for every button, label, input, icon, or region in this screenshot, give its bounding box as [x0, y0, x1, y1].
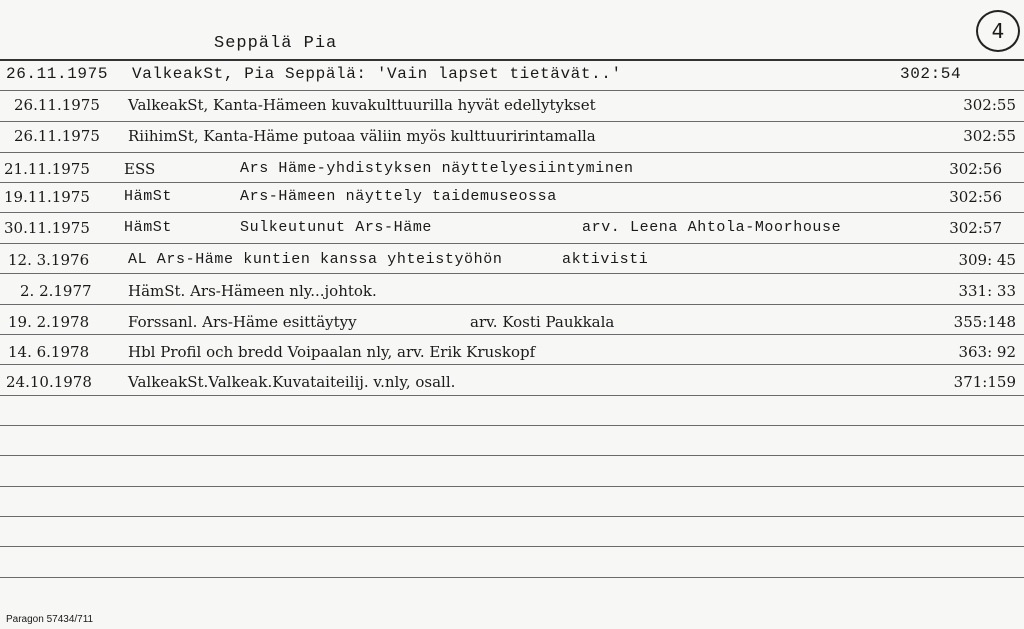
entry-source: HämSt	[124, 219, 173, 236]
ruled-line	[0, 395, 1024, 396]
ruled-line	[0, 304, 1024, 305]
entry-ref: 302:54	[900, 65, 962, 83]
entry-text: AL Ars-Häme kuntien kanssa yhteistyöhön	[128, 251, 503, 268]
card-entry	[0, 373, 1024, 395]
entry-ref: 302:55	[963, 127, 1016, 145]
entry-date: 30.11.1975	[4, 219, 90, 237]
entry-ref: 331: 33	[958, 282, 1016, 300]
card-entry	[0, 251, 1024, 273]
entry-date: 2. 2.1977	[20, 282, 92, 300]
ruled-line	[0, 90, 1024, 91]
entry-date: 26.11.1975	[14, 96, 100, 114]
ruled-line	[0, 546, 1024, 547]
ruled-line	[0, 425, 1024, 426]
entry-text: RiihimSt, Kanta-Häme putoaa väliin myös kulttuuririntamalla	[128, 127, 596, 145]
ruled-line	[0, 486, 1024, 487]
entry-text: HämSt. Ars-Hämeen nly...johtok.	[128, 282, 377, 300]
entry-ref: 363: 92	[958, 343, 1016, 361]
entry-ref: 302:57	[949, 219, 1002, 237]
entry-ref: 302:55	[963, 96, 1016, 114]
ruled-line	[0, 243, 1024, 244]
heading-rule	[0, 59, 1024, 61]
ruled-line	[0, 212, 1024, 213]
entry-note: aktivisti	[562, 251, 649, 268]
card-heading-name: Seppälä Pia	[214, 34, 338, 53]
entry-reviewer: arv. Leena Ahtola-Moorhouse	[582, 219, 842, 236]
entry-date: 19. 2.1978	[8, 313, 90, 331]
entry-text: Ars-Hämeen näyttely taidemuseossa	[240, 188, 557, 205]
entry-date: 24.10.1978	[6, 373, 92, 391]
ruled-line	[0, 273, 1024, 274]
entry-text: Sulkeutunut Ars-Häme	[240, 219, 433, 236]
card-entry	[0, 127, 1024, 149]
entry-ref: 371:159	[953, 373, 1016, 391]
ruled-line	[0, 152, 1024, 153]
card-entry	[0, 313, 1024, 335]
entry-text: Hbl Profil och bredd Voipaalan nly, arv. Erik Kruskopf	[128, 343, 536, 361]
entry-ref: 309: 45	[958, 251, 1016, 269]
entry-date: 12. 3.1976	[8, 251, 90, 269]
ruled-line	[0, 516, 1024, 517]
entry-date: 21.11.1975	[4, 160, 90, 178]
entry-reviewer: arv. Kosti Paukkala	[470, 313, 615, 331]
card-entry	[0, 282, 1024, 304]
entry-date: 19.11.1975	[4, 188, 90, 206]
card-footer-imprint: Paragon 57434/711	[6, 614, 94, 625]
entry-source: HämSt	[124, 188, 173, 205]
entry-source: ESS	[124, 160, 156, 178]
card-entry	[0, 96, 1024, 118]
ruled-line	[0, 182, 1024, 183]
card-entry	[0, 343, 1024, 365]
card-entry	[0, 188, 1024, 210]
card-number-circle: 4	[976, 10, 1020, 52]
entry-ref: 355:148	[953, 313, 1016, 331]
ruled-line	[0, 121, 1024, 122]
card-entry	[0, 219, 1024, 241]
entry-date: 14. 6.1978	[8, 343, 90, 361]
entry-ref: 302:56	[949, 160, 1002, 178]
entry-date: 26.11.1975	[6, 65, 109, 83]
entry-text: Forssanl. Ars-Häme esittäytyy	[128, 313, 357, 331]
entry-text: ValkeakSt.Valkeak.Kuvataiteilij. v.nly, osall.	[128, 373, 456, 391]
entry-text: ValkeakSt, Kanta-Hämeen kuvakulttuurilla hyvät edellytykset	[128, 96, 596, 114]
card-entry	[0, 65, 1024, 87]
card-entry	[0, 160, 1024, 182]
ruled-line	[0, 577, 1024, 578]
entry-text: ValkeakSt, Pia Seppälä: 'Vain lapset tietävät..'	[132, 65, 622, 83]
entry-ref: 302:56	[949, 188, 1002, 206]
ruled-line	[0, 455, 1024, 456]
entry-text: Ars Häme-yhdistyksen näyttelyesiintyminen	[240, 160, 634, 177]
entry-date: 26.11.1975	[14, 127, 100, 145]
